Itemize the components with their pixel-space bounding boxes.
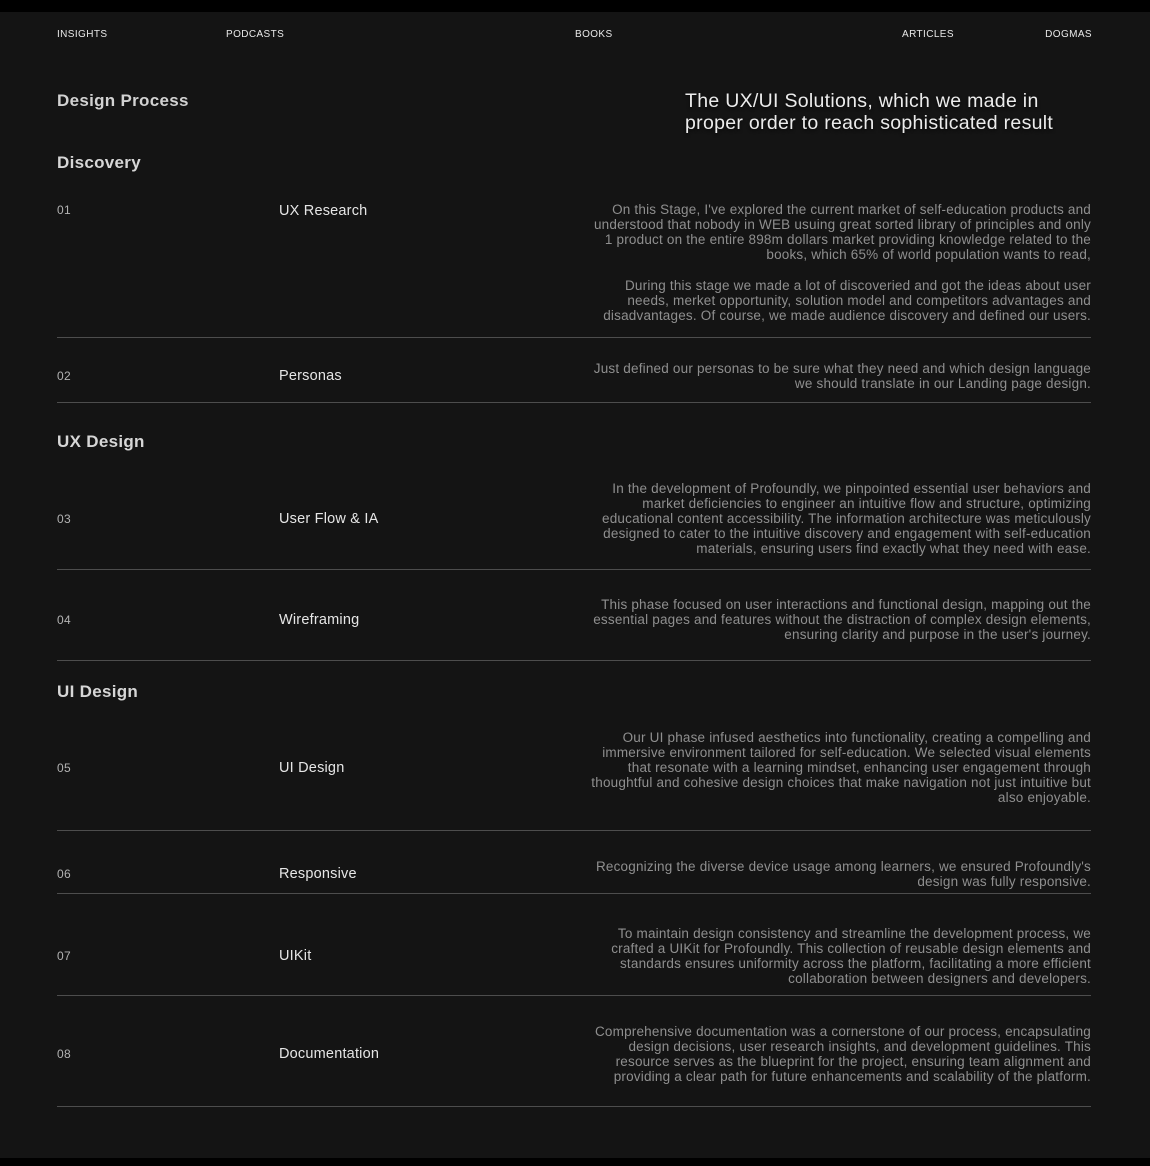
process-row-documentation [57, 996, 1091, 1107]
row-description [591, 730, 1091, 805]
process-row-responsive [57, 831, 1091, 894]
row-title: UIKit [279, 948, 312, 964]
process-row-uikit [57, 894, 1091, 996]
row-description-paragraph: Comprehensive documentation was a cornerstone of our process, encapsulating design decisions, user research insights, and development guidelines. This resource serves as the blueprint for the project, ensuring team alignment and providing a clear path for future enhancements and scalability of the platform. [594, 1024, 1091, 1084]
process-row-wireframing [57, 570, 1091, 661]
process-row-user-flow-ia [57, 451, 1091, 570]
section-title-ui-design: UI Design [57, 682, 139, 701]
row-title: Wireframing [279, 611, 360, 628]
row-description [591, 859, 1091, 889]
row-description-paragraph: During this stage we made a lot of discoveried and got the ideas about user needs, merket opportunity, solution model and competitors advantages and disadvantages. Of course, we made audience discovery and defined our users. [603, 278, 1091, 323]
nav-item-insights[interactable]: INSIGHTS [57, 29, 108, 40]
row-description [591, 481, 1091, 556]
row-title: User Flow & IA [279, 510, 379, 527]
intro-heading [685, 91, 1091, 134]
row-description [591, 1024, 1091, 1084]
row-title: UI Design [279, 759, 345, 776]
row-number: 06 [57, 867, 71, 881]
row-number: 03 [57, 511, 71, 526]
nav-item-articles[interactable]: ARTICLES [902, 29, 954, 40]
bottom-edge-bar [0, 1158, 1150, 1166]
nav-item-books[interactable]: BOOKS [575, 29, 613, 40]
row-description-paragraph: Our UI phase infused aesthetics into functionality, creating a compelling and immersive environment tailored for self-education. We selected visual elements that resonate with a learning mindset, enhancing user engagement through thoughtful and cohesive design choices that make navigation not just intuitive but also enjoyable. [591, 730, 1091, 805]
row-description [591, 202, 1091, 323]
page-header [57, 91, 1091, 134]
process-row-ux-research [57, 172, 1091, 338]
row-number: 05 [57, 760, 71, 775]
row-title: UX Research [279, 203, 368, 219]
row-description-paragraph: Just defined our personas to be sure what they need and which design language we should translate in our Landing page design. [593, 361, 1091, 391]
row-number: 04 [57, 612, 71, 627]
row-description [591, 597, 1091, 642]
section-title-ux-design: UX Design [57, 432, 145, 451]
row-title: Personas [279, 368, 342, 384]
process-row-personas [57, 338, 1091, 403]
row-description-paragraph: To maintain design consistency and streamline the development process, we crafted a UIKit for Profoundly. This collection of reusable design elements and standards ensures uniformity across the platform, facilitating a more efficient collaboration between designers and developers. [611, 926, 1091, 986]
top-edge-bar [0, 0, 1150, 12]
row-number: 08 [57, 1047, 71, 1061]
main-content [0, 91, 1150, 1107]
process-row-ui-design [57, 701, 1091, 831]
section-title-discovery: Discovery [57, 153, 141, 172]
row-description-paragraph: This phase focused on user interactions and functional design, mapping out the essential pages and features without the distraction of complex design elements, ensuring clarity and purpose in the user's journey. [593, 597, 1091, 642]
row-number: 07 [57, 949, 71, 963]
row-title: Documentation [279, 1046, 380, 1062]
row-description-paragraph: In the development of Profoundly, we pinpointed essential user behaviors and market deficiencies to engineer an intuitive flow and structure, optimizing educational content accessibility. The information architecture was meticulously designed to cater to the intuitive discovery and engagement with self-education materials, ensuring users find exactly what they need with ease. [602, 481, 1091, 556]
page-title: Design Process [57, 91, 189, 110]
nav-item-dogmas[interactable]: DOGMAS [1045, 29, 1092, 40]
row-description-paragraph: On this Stage, I've explored the current market of self-education products and understood that nobody in WEB usuing great sorted library of principles and only 1 product on the entire 898m dollars market providing knowledge related to the books, which 65% of world population wants to read, [593, 202, 1091, 262]
intro-heading-line2: proper order to reach sophisticated result [685, 111, 1054, 134]
row-title: Responsive [279, 866, 357, 882]
intro-heading-line1: The UX/UI Solutions, which we made in [685, 90, 1039, 112]
row-number: 01 [57, 203, 71, 217]
row-number: 02 [57, 369, 71, 383]
row-description [591, 361, 1091, 391]
nav-item-podcasts[interactable]: PODCASTS [226, 29, 285, 40]
row-description [591, 926, 1091, 986]
row-description-paragraph: Recognizing the diverse device usage among learners, we ensured Profoundly's design was fully responsive. [595, 859, 1091, 889]
